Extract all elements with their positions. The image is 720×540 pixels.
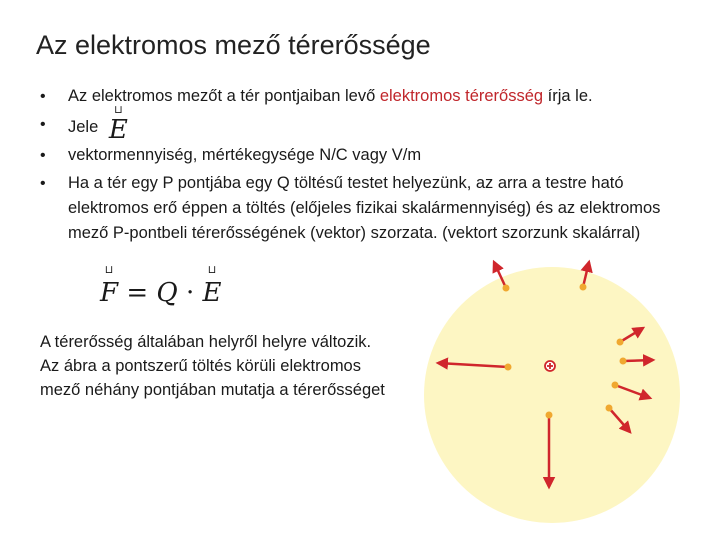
vector-mark-icon: ⊔ bbox=[114, 103, 123, 116]
vector-mark-icon: ⊔ bbox=[104, 263, 114, 276]
bullet-dot: • bbox=[40, 175, 46, 192]
field-point bbox=[503, 285, 510, 292]
bullet-dot: • bbox=[40, 147, 46, 164]
bullet-3-text: vektormennyiség, mértékegysége N/C vagy V/m bbox=[68, 146, 422, 164]
bullet-1-text-a: Az elektromos mezőt a tér pontjaiban levő bbox=[68, 87, 380, 105]
vector-mark-icon: ⊔ bbox=[207, 263, 217, 276]
description-line-3: mező néhány pontjában mutatja a térerősséget bbox=[40, 381, 385, 399]
field-point bbox=[580, 284, 587, 291]
description-line-2: Az ábra a pontszerű töltés körüli elektromos bbox=[40, 357, 361, 375]
vector-e: ⊔ E bbox=[202, 263, 222, 308]
field-point bbox=[606, 405, 613, 412]
vector-e-symbol: ⊔ E bbox=[108, 103, 128, 145]
field-arrow bbox=[623, 360, 653, 361]
bullet-dot: • bbox=[40, 116, 46, 133]
bullet-2-label: Jele bbox=[68, 118, 99, 136]
field-point bbox=[620, 358, 627, 365]
field-point bbox=[612, 382, 619, 389]
bullet-1-highlight: elektromos térerősség bbox=[379, 87, 544, 105]
field-point bbox=[505, 364, 512, 371]
positive-charge-icon bbox=[545, 361, 555, 371]
multiply-dot: · bbox=[185, 278, 195, 308]
slide-title: Az elektromos mező térerőssége bbox=[36, 30, 431, 60]
vector-f: ⊔ F bbox=[100, 263, 119, 308]
description-block bbox=[40, 330, 440, 402]
field-point bbox=[617, 339, 624, 346]
description-line-1: A térerősség általában helyről helyre változik. bbox=[40, 333, 372, 351]
equals-sign: = bbox=[126, 278, 149, 308]
bullet-4-text: Ha a tér egy P pontjába egy Q töltésű testet helyezünk, az arra a testre ható elektromos erő éppen a töltés (előjeles fizikai skalármennyiség) és az elektromos mező P-pontbeli térerősségének (vektor) szorzata. (vektort szorzunk skalárral) bbox=[68, 174, 661, 242]
bullet-1-text-b: írja le. bbox=[543, 87, 593, 105]
field-point bbox=[546, 412, 553, 419]
charge-q: Q bbox=[156, 278, 178, 308]
bullet-dot: • bbox=[40, 88, 46, 105]
